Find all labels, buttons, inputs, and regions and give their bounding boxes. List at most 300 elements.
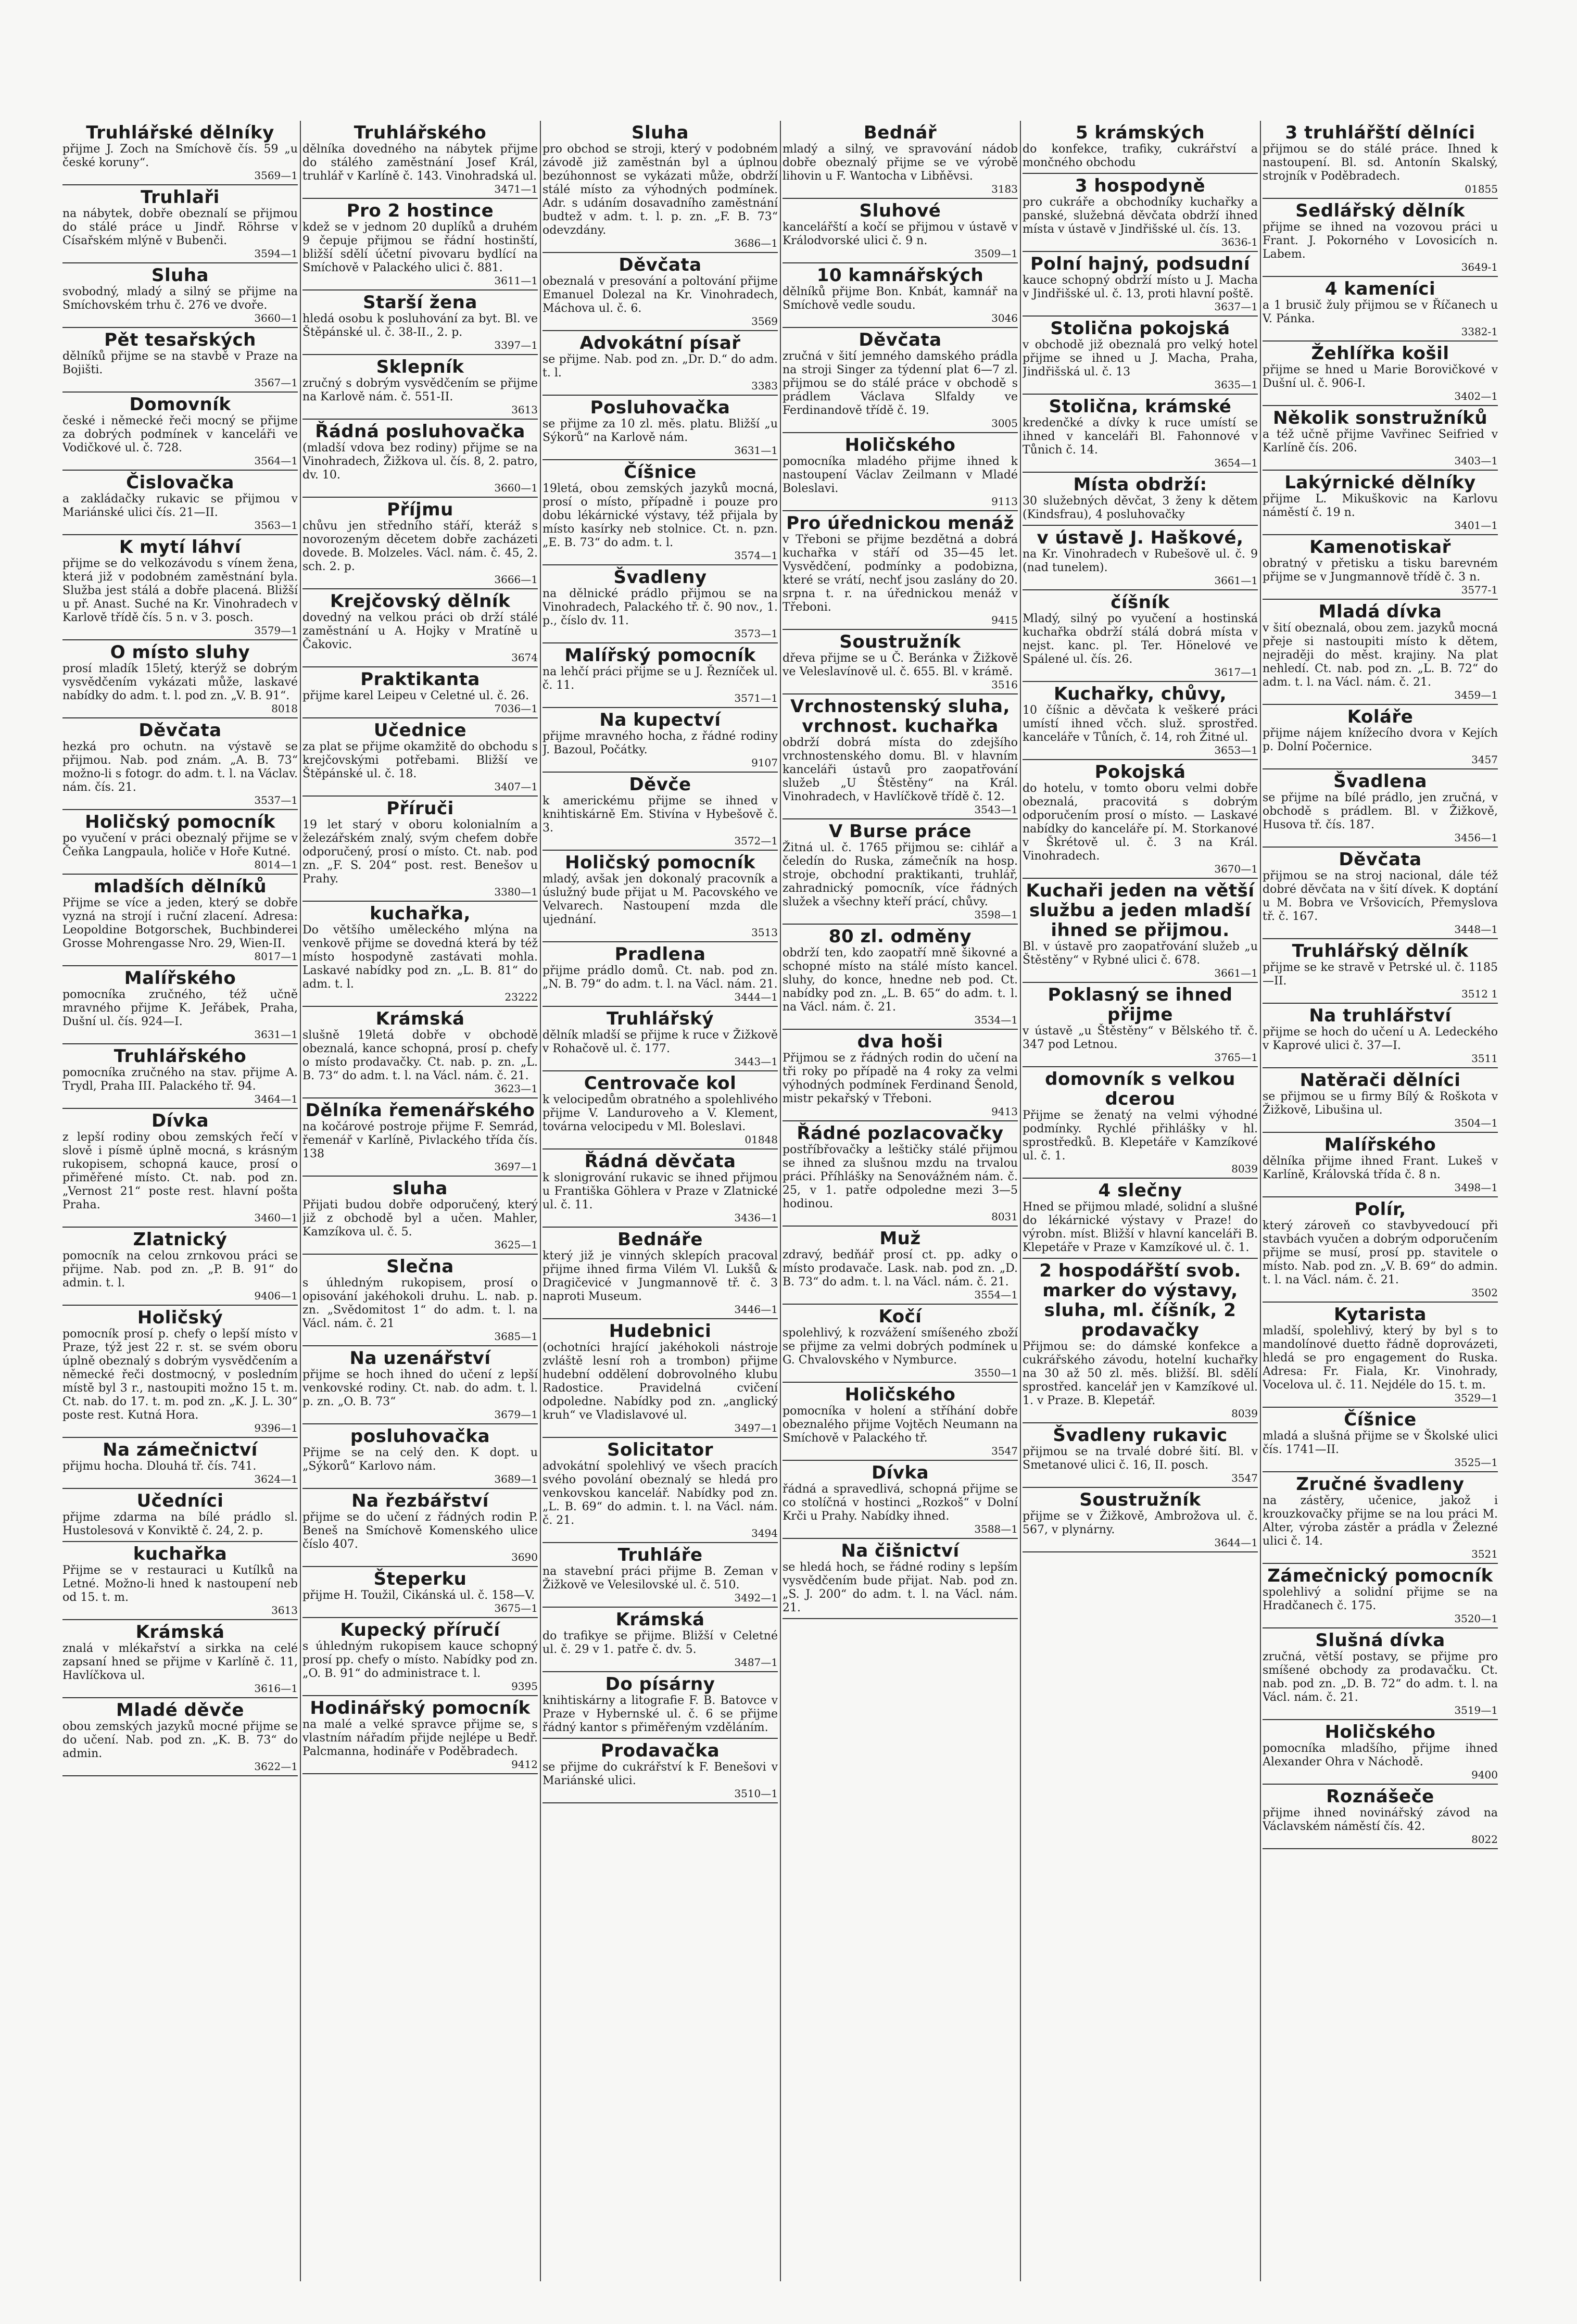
classified-ad xyxy=(302,1618,538,1696)
classified-ad xyxy=(543,708,778,773)
ad-text: zručný s dobrým vysvědčením se přijme na Karlově nám. č. 551-II. xyxy=(302,377,538,403)
ad-reference-number: 3613 xyxy=(271,1604,298,1616)
ad-reference-number: 3516 xyxy=(991,678,1018,691)
ad-reference-number: 9415 xyxy=(991,614,1018,626)
classified-ad xyxy=(302,498,538,589)
ad-heading: K mytí láhví xyxy=(119,537,242,558)
ad-text: dělníka dovedného na nábytek přijme do stálého zaměstnání Josef Král, truhlář v Karlíně č. 143. Vinohradská ul. xyxy=(302,143,538,183)
ad-reference-number: 3598—1 xyxy=(974,908,1018,921)
classified-ad xyxy=(1023,879,1258,983)
ad-reference-number: 3660—1 xyxy=(254,312,298,324)
classified-ad xyxy=(302,121,538,199)
ad-reference-number: 3616—1 xyxy=(254,1682,298,1695)
classified-ad xyxy=(62,1542,298,1620)
ad-heading: sluha xyxy=(393,1178,448,1199)
classified-ad xyxy=(783,1121,1018,1227)
ad-heading: Koláře xyxy=(1347,706,1414,727)
classified-ad xyxy=(302,667,538,718)
ad-text: obou zemských jazyků mocné přijme se do učení. Nab. pod zn. „K. B. 73“ do admin. xyxy=(62,1720,298,1760)
ad-text: s úhledným rukopisem kauce schopný prosí pp. chefy o místo. Nabídky pod zn. „O. B. 91“ do administrace t. l. xyxy=(302,1640,538,1680)
ad-text: slušně 19letá dobře v obchodě obeznalá, kance schopná, prosí p. chefy o místo prodavačky. Ct. nab. p. zn. „L. B. 73“ do adm. t. l. na Václ. nám. č. 21. xyxy=(302,1029,538,1082)
ad-reference-number: 3577-1 xyxy=(1461,584,1498,596)
ad-reference-number: 3492—1 xyxy=(734,1592,778,1604)
ad-text: který zároveň co stavbyvedoucí při stavbách vyučen a dobrým odporučením přijme se musí, prosí pp. stavitele o místo. Nab. pod zn. „V. B. 69“ do admin. t. l. na Václ. nám. č. 21. xyxy=(1263,1219,1498,1286)
ad-reference-number: 3494 xyxy=(751,1527,778,1539)
classified-ad xyxy=(1263,406,1498,471)
classified-ad xyxy=(543,1608,778,1672)
ad-text: dovedný na velkou práci ob drží stálé zaměstnání u A. Hojky v Mratíně u Čakovic. xyxy=(302,611,538,651)
ad-reference-number: 3579—1 xyxy=(254,624,298,637)
classified-ad xyxy=(1023,395,1258,473)
ad-reference-number: 3653—1 xyxy=(1214,744,1258,756)
ad-heading: Kuchaři jeden na větší službu a jeden mladší ihned se přijmou. xyxy=(1026,880,1255,941)
classified-ad xyxy=(1263,121,1498,199)
ad-reference-number: 3448—1 xyxy=(1454,923,1498,936)
ad-reference-number: 3407—1 xyxy=(494,780,538,793)
ad-heading: Natěrači dělníci xyxy=(1300,1070,1461,1091)
ad-text: na stavební práci přijme B. Zeman v Žižkově ve Velesilovské ul. č. 510. xyxy=(543,1565,778,1592)
ad-text: 19 let starý v oboru kolonialním a železářském znalý, svým chefem dobře odporučený, prosí o místo. Ct. nab. pod zn. „F. S. 204“ post. rest. Benešov u Prahy. xyxy=(302,818,538,886)
classified-ad xyxy=(783,511,1018,630)
ad-heading: Děvčata xyxy=(619,255,702,275)
ad-text: hledá osobu k posluhování za byt. Bl. ve Štěpánské ul. č. 38-II., 2. p. xyxy=(302,312,538,339)
classified-ad xyxy=(302,1567,538,1618)
classified-ad xyxy=(783,819,1018,925)
ad-reference-number: 3569—1 xyxy=(254,169,298,182)
ad-reference-number: 3622—1 xyxy=(254,1760,298,1773)
ad-text: přijmou se na stroj nacional, dále též dobré děvčata na v šití dívek. K doptání u M. Bobra ve Vršovicích, Přemyslova tř. č. 167. xyxy=(1263,869,1498,923)
ad-text: přijme se do velkozávodu s vínem žena, která již v podobném zaměstnání byla. Služba jest stálá a dobře placená. Bližší u př. Anast. Suché na Kr. Vinohradech v Karlově třídě čís. 5 n. v 3. posch. xyxy=(62,557,298,624)
classified-ad xyxy=(62,640,298,718)
ad-heading: Malířský pomocník xyxy=(564,645,756,666)
classified-ad xyxy=(1263,277,1498,342)
ad-heading: Praktikanta xyxy=(360,669,480,690)
ad-reference-number: 9395 xyxy=(511,1680,538,1693)
ad-reference-number: 9107 xyxy=(751,756,778,769)
classified-ad xyxy=(302,1255,538,1346)
ad-reference-number: 3623—1 xyxy=(494,1082,538,1095)
ad-text: Hned se přijmou mladé, solidní a slušné do lékárnické výstavy v Praze! do výrobn. míst. Bližší v hlavní kanceláři B. Klepetáře v Praze v Kamzíkové ul. č. 1. xyxy=(1023,1201,1258,1254)
classified-ad xyxy=(1023,1423,1258,1488)
classified-ad xyxy=(1023,1067,1258,1179)
ad-reference-number: 3679—1 xyxy=(494,1408,538,1421)
ad-text: pomocníka mladšího, přijme ihned Alexander Ohra v Náchodě. xyxy=(1263,1742,1498,1769)
ad-reference-number: 8017—1 xyxy=(254,950,298,963)
ad-text: na nábytek, dobře obeznalí se přijmou do stálé práce u Jindř. Röhrse v Císařském mlýně v Bubenči. xyxy=(62,207,298,247)
classified-ad xyxy=(783,199,1018,263)
ad-text: dřeva přijme se u Č. Beránka v Žižkově ve Veleslavínově ul. č. 655. Bl. v krámě. xyxy=(783,652,1018,678)
ad-heading: Krámská xyxy=(135,1622,225,1643)
ad-reference-number: 3686—1 xyxy=(734,237,778,249)
ad-text: advokátní spolehlivý ve všech pracích svého povolání obeznalý se hledá pro venkovskou kancelář. Nabídky pod zn. „L. B. 69“ do admin. t. l. na Václ. nám. č. 21. xyxy=(543,1460,778,1527)
classified-ad xyxy=(543,643,778,708)
ad-text: přijme J. Zoch na Smíchově čís. 59 „u české koruny“. xyxy=(62,143,298,169)
ad-reference-number: 3613 xyxy=(511,403,538,416)
ad-text: a 1 brusič žuly přijmou se v Říčanech u V. Pánka. xyxy=(1263,299,1498,325)
ad-reference-number: 3443—1 xyxy=(734,1055,778,1068)
column-rule xyxy=(1020,121,1021,2281)
ad-heading: 2 hospodářští svob. marker do výstavy, sluha, ml. číšník, 2 prodavačky xyxy=(1039,1260,1241,1341)
ad-reference-number: 3529—1 xyxy=(1454,1392,1498,1404)
classified-ad xyxy=(1023,1179,1258,1259)
classified-ad xyxy=(543,773,778,851)
ad-heading: Polní hajný, podsudní xyxy=(1030,254,1251,274)
classified-ad xyxy=(302,718,538,797)
ad-reference-number: 3547 xyxy=(991,1445,1018,1457)
ad-text: obratný v přetisku a tisku barevném přijme se v Jungmannově třídě č. 3 n. xyxy=(1263,557,1498,584)
ad-reference-number: 3511 xyxy=(1471,1052,1498,1065)
classified-ad xyxy=(1263,535,1498,600)
ad-text: kancelářští a kočí se přijmou v ústavě v Králodvorské ulici č. 9 n. xyxy=(783,221,1018,247)
ad-heading: Truhlářský dělník xyxy=(1292,941,1469,962)
ad-text: přijme prádlo domů. Ct. nab. pod zn. „N. B. 79“ do adm. t. l. na Václ. nám. 21. xyxy=(543,964,778,991)
classified-ad xyxy=(62,1228,298,1306)
ad-heading: Sedlářský dělník xyxy=(1295,200,1465,221)
ad-text: Mladý, silný po vyučení a hostinská kuchařka obdrží stálá dobrá místa v nejst. kanc. pl. Ter. Hönelové ve Spálené ul. čís. 26. xyxy=(1023,612,1258,666)
ad-heading: Sluha xyxy=(632,122,689,143)
ad-reference-number: 3402—1 xyxy=(1454,390,1498,402)
ad-reference-number: 3510—1 xyxy=(734,1787,778,1800)
classified-ad xyxy=(1263,199,1498,277)
ad-heading: 3 hospodyně xyxy=(1075,175,1206,196)
ad-reference-number: 3571—1 xyxy=(734,692,778,704)
ad-heading: Krámská xyxy=(615,1609,705,1630)
ad-reference-number: 01848 xyxy=(745,1133,778,1146)
classified-ad xyxy=(302,355,538,420)
ad-text: Přijmou se z řádných rodin do učení na tři roky po případě na 4 roky za velmi výhodných podmínek Ferdinand Šenold, mistr pekařský v Třeboni. xyxy=(783,1052,1018,1105)
ad-heading: Příruči xyxy=(386,798,454,819)
classified-ad xyxy=(543,1739,778,1803)
ad-reference-number: 8031 xyxy=(991,1210,1018,1223)
ad-heading: Pro 2 hostince xyxy=(346,200,494,221)
ad-text: k americkému přijme se ihned v knihtiskárně Em. Stivína v Hybešově č. 3. xyxy=(543,794,778,835)
classified-ad xyxy=(62,263,298,328)
classified-ad xyxy=(543,331,778,396)
ad-heading: Šteperku xyxy=(373,1569,467,1589)
ad-reference-number: 9412 xyxy=(511,1758,538,1771)
ad-heading: Řádná děvčata xyxy=(584,1151,736,1172)
classified-ad xyxy=(1263,1720,1498,1785)
ad-text: mladší, spolehlivý, který by byl s to mandolínové duetto řádně doprovázeti, hledá se pro engagement do Ruska. Adresa: Fr. Fiala, Kr. Vinohrady, Vocelova ul. č. 11. Nejdéle do 15. t. m. xyxy=(1263,1324,1498,1392)
ad-heading: Řádná posluhovačka xyxy=(315,421,525,442)
ad-reference-number: 9400 xyxy=(1471,1769,1498,1781)
ad-reference-number: 3498—1 xyxy=(1454,1181,1498,1194)
classified-ad xyxy=(543,396,778,460)
ad-text: zručná, větší postavy, se přijme pro smíšené obchody za prodavačku. Ct. nab. pod zn. „D. B. 72“ do adm. t. l. na Václ. nám. č. 21. xyxy=(1263,1650,1498,1704)
ad-reference-number: 3685—1 xyxy=(494,1330,538,1343)
ad-reference-number: 3689—1 xyxy=(494,1473,538,1485)
classified-ad xyxy=(302,1696,538,1774)
ad-heading: Kytarista xyxy=(1334,1304,1427,1325)
ad-reference-number: 3401—1 xyxy=(1454,519,1498,532)
ad-heading: Holičský xyxy=(137,1307,223,1328)
classified-ad xyxy=(543,121,778,253)
classified-ad xyxy=(1263,939,1498,1004)
classified-ad xyxy=(543,1228,778,1319)
ad-heading: Několik sonstružníků xyxy=(1272,408,1488,428)
ad-reference-number: 3637—1 xyxy=(1214,300,1258,313)
ad-text: svobodný, mladý a silný se přijme na Smíchovském trhu č. 276 ve dvoře. xyxy=(62,285,298,312)
ad-column xyxy=(1263,121,1498,2281)
classified-ad xyxy=(783,1030,1018,1121)
ad-reference-number: 8039 xyxy=(1231,1407,1258,1420)
classified-ad xyxy=(62,875,298,966)
ad-text: pro obchod se stroji, který v podobném závodě již zaměstnán byl a úplnou bezúhonnost se vykázati může, obdrží stálé místo za výhodných podmínek. Adr. s udáním dosavadního zaměstnání budtež v adm. t. l. p. zn. „F. B. 73“ odevzdány. xyxy=(543,143,778,237)
classified-ad xyxy=(783,630,1018,694)
ad-reference-number: 3521 xyxy=(1471,1548,1498,1560)
ad-reference-number: 3457 xyxy=(1471,753,1498,766)
ad-heading: Centrovače kol xyxy=(584,1073,737,1094)
ad-reference-number: 3504—1 xyxy=(1454,1117,1498,1129)
ad-reference-number: 3397—1 xyxy=(494,339,538,351)
ad-heading: 3 truhlářští dělníci xyxy=(1285,122,1475,143)
classified-ad xyxy=(302,1098,538,1177)
ad-heading: Děvčata xyxy=(859,330,942,350)
ad-heading: O místo sluhy xyxy=(110,642,250,663)
column-rule xyxy=(540,121,541,2281)
ad-text: přijme ihned novinářský závod na Václavském náměstí čís. 42. xyxy=(1263,1807,1498,1833)
ad-heading: Stolična, krámské xyxy=(1049,396,1232,417)
ad-heading: Polír, xyxy=(1354,1199,1406,1220)
ad-column xyxy=(302,121,538,2281)
ad-reference-number: 8014—1 xyxy=(254,858,298,871)
ad-heading: Na řezbářství xyxy=(351,1491,489,1511)
classified-ad xyxy=(62,471,298,535)
ad-reference-number: 3534—1 xyxy=(974,1014,1018,1026)
ad-reference-number: 3550—1 xyxy=(974,1367,1018,1379)
ad-reference-number: 3403—1 xyxy=(1454,454,1498,467)
ad-heading: Poklasný se ihned přijme xyxy=(1048,984,1233,1025)
ad-text: se přijme. Nab. pod zn. „Dr. D.“ do adm. t. l. xyxy=(543,353,778,380)
ad-heading: Muž xyxy=(879,1228,921,1249)
ad-text: v šití obeznalá, obou zem. jazyků mocná přeje si nastoupiti místo k dětem, nejraději do měst. krajiny. Na plat nehledí. Ct. nab. pod zn. „L. B. 72“ do adm. t. l. na Václ. nám. č. 21. xyxy=(1263,622,1498,689)
ad-heading: Pět tesařských xyxy=(104,330,256,350)
ad-text: Přijme se na celý den. K dopt. u „Sýkorů“ Karlovo nám. xyxy=(302,1446,538,1473)
ad-text: mladá a slušná přijme se v Školské ulici čís. 1741—II. xyxy=(1263,1430,1498,1456)
ad-text: v Třeboni se přijme bezdětná a dobrá kuchařka v stáří od 35—45 let. Vysvědčení, podmínky a podobizna, které se vrátí, nechť jsou zaslány do 20. srpna t. r. na úřednickou menáž v Třeboni. xyxy=(783,533,1018,614)
ad-reference-number: 3446—1 xyxy=(734,1303,778,1316)
ad-text: se přijme do cukrářství k F. Benešovi v Mariánské ulici. xyxy=(543,1761,778,1787)
ad-heading: Krámská xyxy=(375,1008,465,1029)
ad-reference-number: 3588—1 xyxy=(974,1523,1018,1535)
ad-text: přijme mravného hocha, z řádné rodiny J. Bazoul, Počátky. xyxy=(543,730,778,756)
classified-ad xyxy=(783,1305,1018,1383)
ad-text: dělníků přijme Bon. Knbát, kamnář na Smíchově vedle soudu. xyxy=(783,285,1018,312)
classified-ad xyxy=(302,420,538,498)
ad-text: české i německé řeči mocný se přijme za dobrých podmínek v kanceláři ve Vodičkové ul. č. 728. xyxy=(62,414,298,454)
ad-heading: Zlatnický xyxy=(133,1229,228,1250)
ad-reference-number: 23222 xyxy=(504,991,538,1003)
ad-heading: Truhlářského xyxy=(354,122,487,143)
ad-heading: posluhovačka xyxy=(350,1426,490,1447)
ad-heading: Dívka xyxy=(151,1110,209,1131)
ad-text: se přijme za 10 zl. měs. platu. Bližší „u Sýkorů“ na Karlově nám. xyxy=(543,418,778,444)
classified-ad xyxy=(543,1543,778,1608)
ad-text: na zástěry, učenice, jakož i krouzkovačky přijme se na lou práci M. Alter, výroba zástěr a prádla v Železné ulici č. 14. xyxy=(1263,1494,1498,1548)
ad-heading: Slečna xyxy=(386,1256,454,1277)
classified-ad xyxy=(543,1438,778,1543)
classified-ad xyxy=(1023,590,1258,682)
ad-reference-number: 3471—1 xyxy=(494,183,538,195)
ad-text: na dělnické prádlo přijmou se na Vinohradech, Palackého tř. č. 90 nov., 1. p., číslo dv. 11. xyxy=(543,587,778,627)
classified-ad xyxy=(1263,1564,1498,1628)
ad-heading: Kuchařky, chůvy, xyxy=(1053,684,1227,704)
classified-ad xyxy=(62,1698,298,1776)
ad-reference-number: 3520—1 xyxy=(1454,1612,1498,1625)
ad-heading: Bednář xyxy=(863,122,937,143)
ad-text: dělníků přijme se na stavbě v Praze na Bojišti. xyxy=(62,350,298,376)
ad-text: přijme L. Mikuškovic na Karlovu náměstí č. 19 n. xyxy=(1263,492,1498,519)
ad-heading: Zámečnický pomocník xyxy=(1267,1565,1493,1586)
classified-ad xyxy=(783,328,1018,433)
ad-text: v ústavě „u Štěstěny“ v Bělského tř. č. 347 pod Letnou. xyxy=(1023,1025,1258,1051)
ad-heading: Zručné švadleny xyxy=(1296,1474,1465,1495)
classified-ad xyxy=(1023,983,1258,1067)
ad-heading: Kočí xyxy=(878,1306,922,1327)
ad-text: se hledá hoch, se řádné rodiny s lepším vysvědčením bude přijat. Nab. pod zn. „S. J. 200“ do adm. t. l. na Václ. nám. 21. xyxy=(783,1561,1018,1614)
classified-ad xyxy=(62,718,298,810)
classified-ad xyxy=(302,1177,538,1255)
ad-reference-number: 3509—1 xyxy=(974,247,1018,260)
classified-ad xyxy=(62,328,298,393)
ad-heading: Číšnice xyxy=(1344,1409,1417,1430)
ad-column xyxy=(543,121,778,2281)
ad-reference-number: 3631—1 xyxy=(254,1028,298,1041)
classified-ad xyxy=(1263,848,1498,939)
ad-text: pro cukráře a obchodníky kuchařky a panské, služebná děvčata obdrží ihned místa v ústavě v Jindřišské ul. čís. 13. xyxy=(1023,196,1258,236)
ad-heading: Příjmu xyxy=(387,499,453,520)
classified-ad xyxy=(1023,526,1258,590)
ad-text: prosí mladík 15letý, kterýž se dobrým vysvědčením vykázati může, laskavé nabídky do adm. t. l. pod zn. „V. B. 91“. xyxy=(62,662,298,702)
ad-reference-number: 3444—1 xyxy=(734,991,778,1003)
ad-column xyxy=(783,121,1018,2281)
ad-text: a též učně přijme Vavřinec Seifried v Karlíně čís. 206. xyxy=(1263,428,1498,454)
ad-heading: mladších dělníků xyxy=(93,876,267,897)
ad-text: přijmou se na trvalé dobré šití. Bl. v Smetanové ulici č. 16, II. posch. xyxy=(1023,1445,1258,1472)
ad-heading: Vrchnostenský sluha, vrchnost. kuchařka xyxy=(790,696,1010,737)
ad-reference-number: 3525—1 xyxy=(1454,1456,1498,1469)
ad-text: přijme se ihned na vozovou práci u Frant. J. Pokorného v Lovosicích n. Labem. xyxy=(1263,221,1498,261)
ad-text: k velocipedům obratného a spolehlivého přijme V. Landuroveho a V. Klement, továrna velocipedu v Ml. Boleslavi. xyxy=(543,1093,778,1133)
ad-heading: Kamenotiskař xyxy=(1309,537,1451,558)
ad-text: přijmu hocha. Dlouhá tř. čís. 741. xyxy=(62,1460,257,1473)
ad-text: pomocníka v holení a stříhání dobře obeznalého přijme Vojtěch Neumann na Smíchově v Palackého tř. xyxy=(783,1405,1018,1445)
ad-heading: Malířského xyxy=(124,968,236,989)
ad-heading: Truhlářského xyxy=(113,1046,247,1067)
ad-text: chůvu jen středního stáří, kteráž s novorozeným děcetem dobře zacházeti dovede. B. Molzeles. Václ. nám. č. 45, 2. sch. 2. p. xyxy=(302,520,538,573)
classified-ad xyxy=(302,1489,538,1567)
ad-text: Přijati budou dobře odporučený, který již z obchodě byl a učen. Mahler, Kamzíkova ul. č. 5. xyxy=(302,1198,538,1239)
classified-ad xyxy=(1023,760,1258,879)
ad-heading: kuchařka, xyxy=(370,903,471,924)
ad-heading: v ústavě J. Haškové, xyxy=(1037,527,1244,548)
ad-text: (ochotníci hrající jakéhokoli nástroje zvláště lesní roh a trombon) přijme hudební oddělení dobrovolného klubu Radostice. Pravidelná cvičení odpoledne. Nabídky pod zn. „anglický kruh“ ve Vladislavové ul. xyxy=(543,1341,778,1422)
ad-reference-number: 3635—1 xyxy=(1214,378,1258,391)
classified-ad xyxy=(1263,1133,1498,1197)
ad-text: na malé a velké spravce přijme se, s vlastním nářadím přijde nejlépe u Bedř. Palcmanna, hodináře v Poděbradech. xyxy=(302,1718,538,1758)
classified-ad xyxy=(783,1227,1018,1305)
ad-text: 30 služebných děvčat, 3 ženy k dětem (Kindsfrau), 4 posluhovačky xyxy=(1023,495,1258,521)
ad-text: přijme se ke stravě v Petrské ul. č. 1185—II. xyxy=(1263,961,1498,988)
ad-text: do konfekce, trafiky, cukrářství a mončného obchodu xyxy=(1023,143,1258,169)
ad-text: Žitná ul. č. 1765 přijmou se: cihlář a čeledín do Ruska, zámečník na hosp. stroje, obchodní praktikanti, truhlář, zahradnický pomocník, více řádných služek a všechny kteří prácí, chůvy. xyxy=(783,841,1018,908)
ad-text: zručná v šití jemného damského prádla na stroji Singer za týdenní plat 6—7 zl. přijmou se do stálé práce v obchodě s prádlem Václava Slfaldy ve Ferdinandově třídě č. 19. xyxy=(783,350,1018,417)
ad-text: pomocníka zručného, též učně mravného přijme K. Jeřábek, Praha, Dušní ul. čís. 924—I. xyxy=(62,988,298,1028)
ad-text: kdež se v jednom 20 duplíků a druhém 9 čepuje přijmou se řádní hostinští, bližší sdělí účetní pivovaru bydlící na Smíchově v Palackého ulici č. 881. xyxy=(302,221,538,274)
ad-text: přijme se do učení z řádných rodin P. Beneš na Smíchově Komenského ulice číslo 407. xyxy=(302,1511,538,1551)
ad-text: 19letá, obou zemských jazyků mocná, prosí o místo, případně i pouze pro dobu lékárnické výstavy, též přijala by místo kasírky neb stolnice. Ct. n. pzn. „E. B. 73“ do adm. t. l. xyxy=(543,482,778,549)
ad-text: znalá v mlékařství a sirkka na celé zapsaní hned se přijme v Karlíně č. 11, Havlíčkova ul. xyxy=(62,1642,298,1682)
ad-heading: Solicitator xyxy=(607,1439,714,1460)
ad-reference-number: 3554—1 xyxy=(974,1289,1018,1301)
ad-heading: Děvče xyxy=(629,774,691,795)
classified-ad xyxy=(543,851,778,942)
ad-heading: Kupecký příručí xyxy=(340,1620,500,1640)
classified-ad xyxy=(1263,600,1498,705)
classified-ad xyxy=(1263,1197,1498,1303)
ad-text: do hotelu, v tomto oboru velmi dobře obeznalá, pracovitá s dobrým odporučením prosí o místo. — Laskavé nabídky do kanceláře pí. M. Storkanové v Škrétově ul. č. 3 na Král. Vinohradech. xyxy=(1023,782,1258,863)
ad-reference-number: 3675—1 xyxy=(494,1602,538,1614)
classified-ad xyxy=(543,942,778,1007)
ad-heading: Prodavačka xyxy=(600,1740,720,1761)
ad-text: Do většího uměleckého mlýna na venkově přijme se dovedná která by též místo hospodyně zastávati mohla. Laskavé nabídky pod zn. „L. B. 81“ do adm. t. l. xyxy=(302,924,538,991)
ad-reference-number: 3660—1 xyxy=(494,482,538,494)
ad-heading: domovník s velkou dcerou xyxy=(1045,1069,1235,1109)
ad-reference-number: 3487—1 xyxy=(734,1656,778,1669)
ad-heading: Na zámečnictví xyxy=(103,1439,258,1460)
ad-text: se přijme na bílé prádlo, jen zručná, v obchodě s prádlem. Bl. v Žižkově, Husova tř. čís. 187. xyxy=(1263,791,1498,831)
ad-reference-number: 7036—1 xyxy=(494,702,538,715)
ad-heading: Děvčata xyxy=(1339,849,1422,870)
ad-heading: Učednice xyxy=(373,720,467,741)
ad-heading: Čislovačka xyxy=(126,472,234,493)
ad-reference-number: 3661—1 xyxy=(1214,967,1258,979)
ad-heading: Truhláře xyxy=(617,1545,703,1565)
classified-ad xyxy=(302,589,538,667)
classified-ad xyxy=(1263,1303,1498,1408)
classified-ad xyxy=(1263,769,1498,848)
ad-reference-number: 3765—1 xyxy=(1214,1051,1258,1064)
classified-ad xyxy=(302,290,538,355)
ad-reference-number: 3382-1 xyxy=(1461,325,1498,338)
ad-heading: číšník xyxy=(1111,592,1170,613)
column-rule xyxy=(1260,121,1261,2281)
ad-reference-number: 3574—1 xyxy=(734,549,778,562)
classified-ad xyxy=(1263,471,1498,535)
ad-reference-number: 3654—1 xyxy=(1214,457,1258,469)
ad-reference-number: 3644—1 xyxy=(1214,1536,1258,1549)
ad-heading: Sluha xyxy=(152,265,209,286)
ad-reference-number: 3594—1 xyxy=(254,247,298,260)
ad-heading: Pradlena xyxy=(614,944,706,965)
classified-ad xyxy=(543,1071,778,1150)
ad-reference-number: 9113 xyxy=(991,495,1018,508)
classified-ad xyxy=(62,1109,298,1228)
ad-text: a zakládačky rukavic se přijmou v Mariánské ulici čís. 21—II. xyxy=(62,492,298,519)
classified-ad xyxy=(783,433,1018,511)
ad-heading: kuchařka xyxy=(133,1544,228,1564)
ad-text: mladý, avšak jen dokonalý pracovník a úslužný bude přijat u M. Pacovského ve Velvarech. Nastoupení mzda dle ujednání. xyxy=(543,873,778,926)
ad-reference-number: 3670—1 xyxy=(1214,863,1258,875)
ad-heading: Švadleny rukavic xyxy=(1053,1425,1228,1446)
ad-reference-number: 3513 xyxy=(751,926,778,939)
ad-text: hezká pro ochutn. na výstavě se přijmou. Nab. pod znám. „A. B. 73“ možno-li s fotogr. do adm. t. l. na Václav. nám. čís. 21. xyxy=(62,740,298,794)
ad-reference-number: 3625—1 xyxy=(494,1239,538,1251)
ad-text: přijme se hoch do učení u A. Ledeckého v Kaprové ulici č. 37—I. xyxy=(1263,1026,1498,1052)
ad-heading: Truhlaři xyxy=(141,187,220,208)
ad-heading: Soustružník xyxy=(1079,1489,1201,1510)
ad-reference-number: 3456—1 xyxy=(1454,831,1498,844)
